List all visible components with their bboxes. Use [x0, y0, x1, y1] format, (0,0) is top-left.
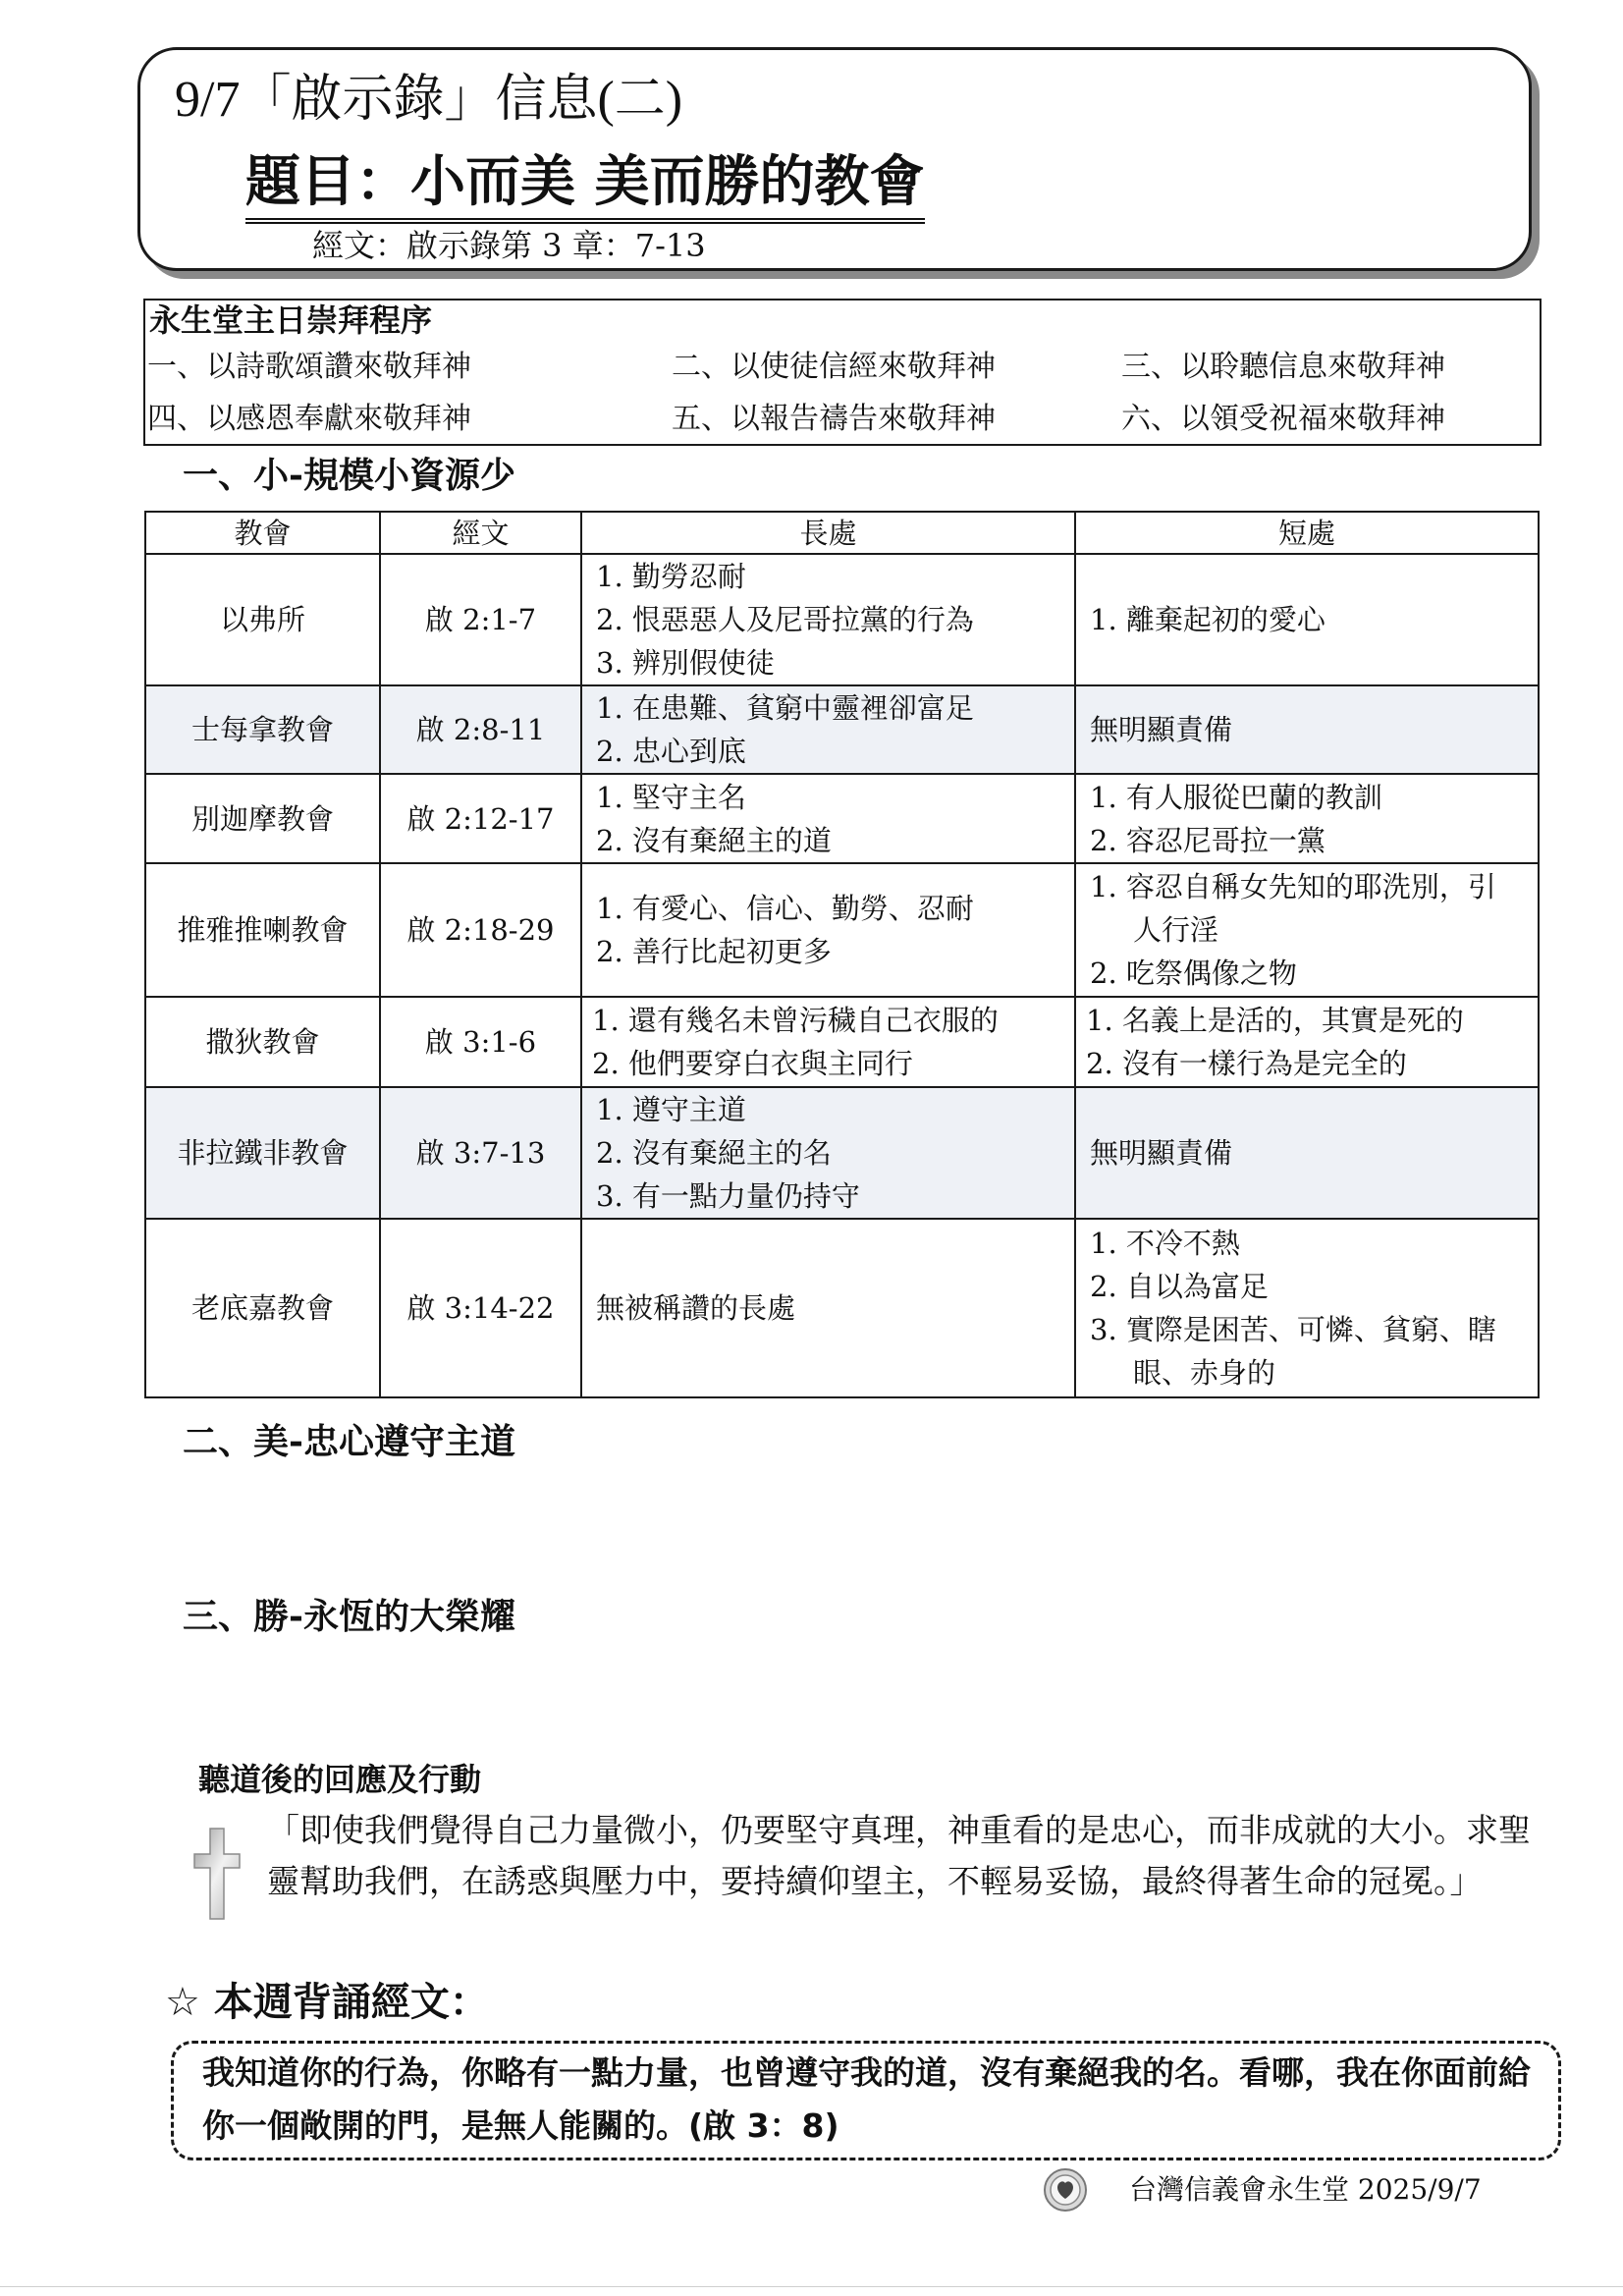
table-row: [145, 997, 1539, 1087]
strength-item: 3. 辨別假使徒: [596, 646, 775, 680]
weakness-item: 2. 自以為富足: [1090, 1270, 1269, 1303]
column-header-verse: 經文: [380, 512, 581, 554]
section-heading-small: 一、小-規模小資源少: [183, 455, 515, 496]
sermon-topic: 題目：小而美 美而勝的教會: [245, 149, 925, 224]
verse-ref: 啟 2:18-29: [380, 863, 581, 997]
star-outline-icon: ☆: [165, 1980, 200, 2025]
memory-verse-title: [165, 1978, 489, 2027]
weaknesses-cell: [1075, 1219, 1539, 1397]
memory-verse-text: 我知道你的行為，你略有一點力量，也曾遵守我的道，沒有棄絕我的名。看哪，我在你面前給你一個敞開的門，是無人能關的。(啟 3：8): [202, 2053, 1531, 2145]
strength-item: 2. 沒有棄絕主的名: [596, 1136, 832, 1170]
verse-ref: 啟 3:14-22: [380, 1219, 581, 1397]
response-prayer-text: 「即使我們覺得自己力量微小，仍要堅守真理，神重看的是忠心，而非成就的大小。求聖靈幫助我們，在誘惑與壓力中，要持續仰望主，不輕易妥協，最終得著生命的冠冕。」: [267, 1811, 1531, 1900]
strength-item: 1. 在患難、貧窮中靈裡卻富足: [596, 691, 974, 725]
verse-ref: 啟 2:12-17: [380, 774, 581, 863]
table-row: [145, 774, 1539, 863]
column-header-strengths: 長處: [581, 512, 1075, 554]
weakness-item: 1. 有人服從巴蘭的教訓: [1090, 780, 1382, 814]
weakness-item: 2. 容忍尼哥拉一黨: [1090, 823, 1325, 857]
weakness-item: 3. 實際是困苦、可憐、貧窮、瞎眼、赤身的: [1090, 1313, 1496, 1390]
column-header-church: 教會: [145, 512, 380, 554]
verse-ref: 啟 2:1-7: [380, 554, 581, 685]
church-name: 士每拿教會: [145, 685, 380, 774]
weaknesses-cell: [1075, 554, 1539, 685]
strength-item: 3. 有一點力量仍持守: [596, 1179, 860, 1213]
weakness-item: 1. 容忍自稱女先知的耶洗別，引人行淫: [1090, 870, 1496, 947]
verse-ref: 啟 3:1-6: [380, 997, 581, 1087]
weaknesses-cell: [1075, 997, 1539, 1087]
strength-item: 無被稱讚的長處: [596, 1291, 796, 1325]
sermon-series-title: 9/7「啟示錄」信息(二): [175, 72, 683, 128]
strength-item: 1. 有愛心、信心、勤勞、忍耐: [596, 892, 974, 925]
weakness-item: 1. 離棄起初的愛心: [1090, 603, 1325, 636]
table-row: [145, 685, 1539, 774]
table-row: [145, 1219, 1539, 1397]
luther-rose-seal-icon: [1043, 2167, 1088, 2213]
verse-ref: 啟 2:8-11: [380, 685, 581, 774]
section-heading-beautiful: 二、美-忠心遵守主道: [183, 1421, 515, 1462]
weakness-item: 1. 名義上是活的，其實是死的: [1086, 1004, 1464, 1037]
strength-item: 2. 忠心到底: [596, 735, 746, 768]
worship-item: 三、以聆聽信息來敬拜神: [1121, 350, 1445, 384]
scripture-reference: 經文：啟示錄第 3 章：7-13: [312, 227, 706, 264]
weaknesses-cell: [1075, 685, 1539, 774]
worship-item: 五、以報告禱告來敬拜神: [672, 402, 996, 436]
church-name: 非拉鐵非教會: [145, 1087, 380, 1219]
response-title: 聽道後的回應及行動: [198, 1761, 482, 1798]
weakness-item: 無明顯責備: [1090, 1136, 1233, 1170]
verse-ref: 啟 3:7-13: [380, 1087, 581, 1219]
strengths-cell: [581, 1219, 1075, 1397]
seven-churches-table: [144, 511, 1540, 1398]
strength-item: 1. 還有幾名未曾污穢自己衣服的: [592, 1004, 999, 1037]
strength-item: 2. 沒有棄絕主的道: [596, 823, 832, 857]
strength-item: 2. 恨惡惡人及尼哥拉黨的行為: [596, 603, 974, 636]
church-name: 以弗所: [145, 554, 380, 685]
strength-item: 1. 勤勞忍耐: [596, 560, 746, 593]
table-row: [145, 863, 1539, 997]
church-name: 推雅推喇教會: [145, 863, 380, 997]
table-row: [145, 1087, 1539, 1219]
worship-item: 六、以領受祝福來敬拜神: [1121, 402, 1445, 436]
weakness-item: 1. 不冷不熱: [1090, 1227, 1240, 1260]
strengths-cell: [581, 997, 1075, 1087]
strength-item: 1. 堅守主名: [596, 780, 746, 814]
weakness-item: 無明顯責備: [1090, 713, 1233, 746]
weaknesses-cell: [1075, 1087, 1539, 1219]
table-header-row: [145, 512, 1539, 554]
strength-item: 2. 他們要穿白衣與主同行: [592, 1047, 913, 1080]
weaknesses-cell: [1075, 863, 1539, 997]
worship-order-title: 永生堂主日崇拜程序: [149, 301, 433, 339]
worship-item: 二、以使徒信經來敬拜神: [672, 350, 996, 384]
strengths-cell: [581, 554, 1075, 685]
strengths-cell: [581, 1087, 1075, 1219]
scan-edge-line: [0, 2286, 1623, 2287]
memory-verse-title-text: 本週背誦經文：: [213, 1980, 489, 2025]
table-row: [145, 554, 1539, 685]
strengths-cell: [581, 774, 1075, 863]
weaknesses-cell: [1075, 774, 1539, 863]
strength-item: 1. 遵守主道: [596, 1093, 746, 1126]
church-name: 別迦摩教會: [145, 774, 380, 863]
church-name: 撒狄教會: [145, 997, 380, 1087]
church-name: 老底嘉教會: [145, 1219, 380, 1397]
strengths-cell: [581, 863, 1075, 997]
footer-church-date: 台灣信義會永生堂 2025/9/7: [1129, 2173, 1482, 2206]
weakness-item: 2. 沒有一樣行為是完全的: [1086, 1047, 1407, 1080]
worship-item: 一、以詩歌頌讚來敬拜神: [147, 350, 471, 384]
worship-item: 四、以感恩奉獻來敬拜神: [147, 402, 471, 436]
strength-item: 2. 善行比起初更多: [596, 935, 832, 968]
weakness-item: 2. 吃祭偶像之物: [1090, 957, 1297, 990]
cross-icon: [192, 1825, 242, 1923]
section-heading-victorious: 三、勝-永恆的大榮耀: [183, 1596, 515, 1637]
strengths-cell: [581, 685, 1075, 774]
column-header-weaknesses: 短處: [1075, 512, 1539, 554]
